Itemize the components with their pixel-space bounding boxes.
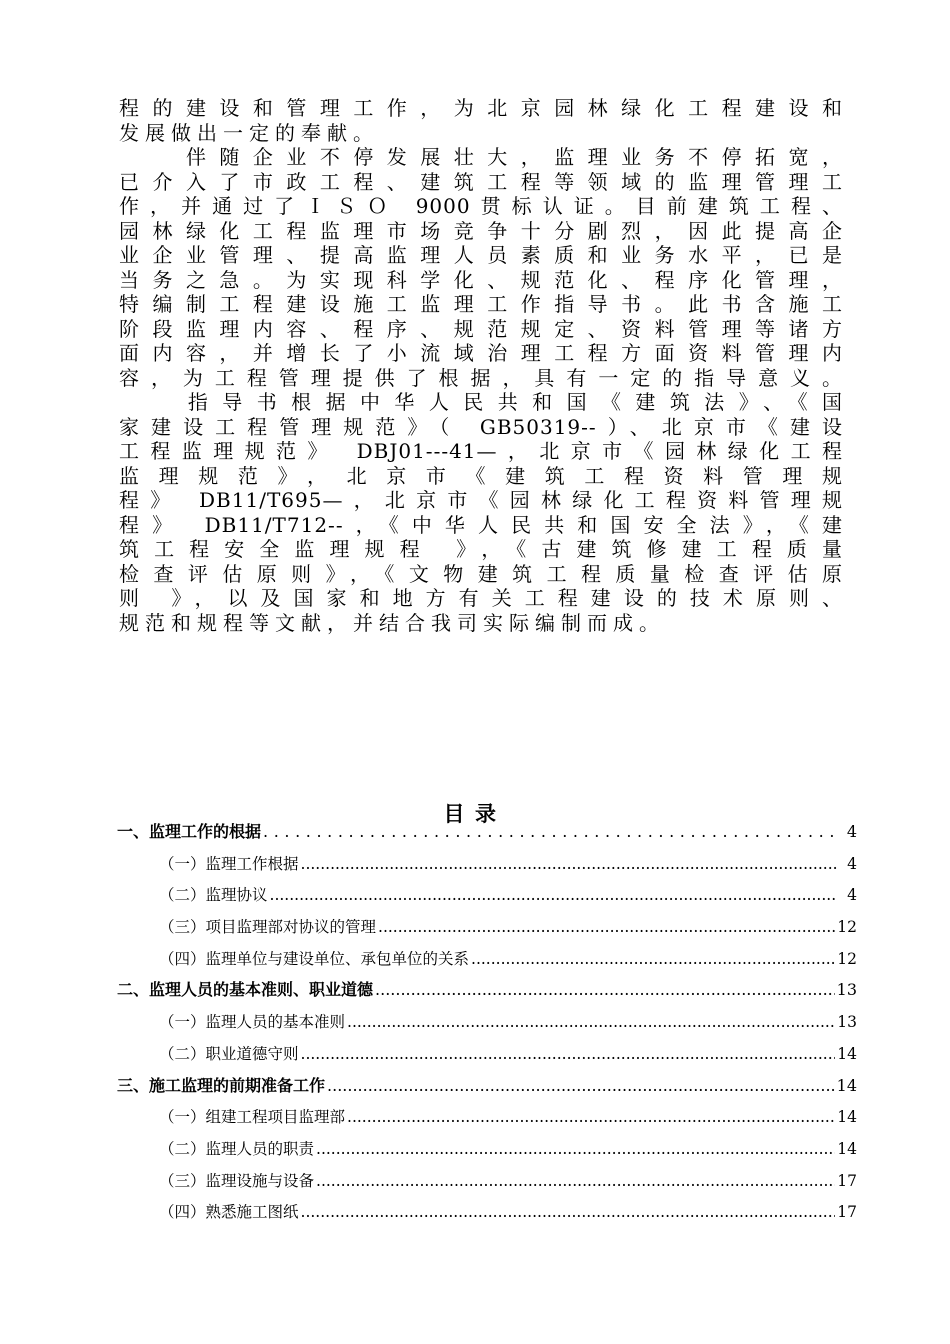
toc-entry-page: 4 xyxy=(847,886,857,905)
toc-entry-page: 4 xyxy=(846,822,857,841)
toc-entry-label: （四）监理单位与建设单位、承包单位的关系 xyxy=(159,949,470,968)
toc-entry-label: （三）项目监理部对协议的管理 xyxy=(159,918,377,937)
toc-entry[interactable] xyxy=(117,1167,857,1199)
preface-body xyxy=(119,96,843,635)
toc-entry-page: 14 xyxy=(837,1044,857,1063)
toc-entry-page: 17 xyxy=(837,1171,857,1190)
body-line: 已介入了市政工程、建筑工程等领域的监理管理工 xyxy=(119,169,843,194)
toc-entry-page: 14 xyxy=(837,1108,857,1127)
toc-entry-label: （一）组建工程项目监理部 xyxy=(159,1108,346,1127)
toc-entry-page: 12 xyxy=(837,918,857,937)
toc-entry-page: 13 xyxy=(836,980,857,1000)
toc-entry-label: （一）监理工作根据 xyxy=(159,854,299,873)
body-line: 监理规范》，北京市《建筑工程资料管理规 xyxy=(119,463,843,488)
body-line: 容，为工程管理提供了根据，具有一定的指导意义。 xyxy=(119,365,843,390)
toc-leader-dots xyxy=(327,1074,835,1098)
toc-entry[interactable] xyxy=(117,945,857,977)
toc-entry[interactable] xyxy=(117,818,857,850)
toc-leader-dots xyxy=(378,915,835,939)
body-line: 面内容，并增长了小流域治理工程方面资料管理内 xyxy=(119,341,843,365)
body-line: 当务之急。为实现科学化、规范化、程序化管理， xyxy=(119,267,843,292)
body-line: 程》 DB11/T712--，《中华人民共和国安全法》，《建 xyxy=(119,512,843,537)
toc-entry[interactable] xyxy=(117,1135,857,1167)
toc-entry[interactable] xyxy=(117,1040,857,1072)
toc-entry[interactable] xyxy=(117,1198,857,1230)
toc-entry-label: （三）监理设施与设备 xyxy=(159,1171,315,1190)
toc-entry[interactable] xyxy=(117,976,857,1008)
toc-entry-label: 二、监理人员的基本准则、职业道德 xyxy=(117,980,374,1000)
body-line: 园林绿化工程监理市场竞争十分剧烈，因此提高企 xyxy=(119,218,843,243)
body-line: 阶段监理内容、程序、规范规定、资料管理等诸方 xyxy=(119,316,843,341)
toc-leader-dots xyxy=(347,1010,835,1034)
body-line: 伴随企业不停发展壮大，监理业务不停拓宽， xyxy=(119,145,843,169)
toc-title: 目录 xyxy=(443,801,507,826)
toc-entry[interactable] xyxy=(117,1008,857,1040)
body-line: 程》 DB11/T695—，北京市《园林绿化工程资料管理规 xyxy=(119,488,843,512)
toc-entry-label: 三、施工监理的前期准备工作 xyxy=(117,1075,326,1095)
toc-entry[interactable] xyxy=(117,1072,857,1104)
toc-entry-page: 14 xyxy=(836,1075,857,1095)
toc-leader-dots xyxy=(471,947,835,971)
body-line: 规范和规程等文献，并结合我司实际编制而成。 xyxy=(119,610,665,635)
toc-leader-dots xyxy=(301,1200,836,1224)
body-line: 发展做出一定的奉献。 xyxy=(119,120,379,145)
toc-leader-dots xyxy=(301,1042,836,1066)
body-line: 指导书根据中华人民共和国《建筑法》、《国 xyxy=(119,390,843,414)
toc-entry-label: （二）监理人员的职责 xyxy=(159,1139,315,1158)
toc-entry-page: 12 xyxy=(837,949,857,968)
toc-entry[interactable] xyxy=(117,913,857,945)
toc-leader-dots xyxy=(263,820,837,844)
body-line: 筑工程安全监理规程 》，《古建筑修建工程质量 xyxy=(119,537,843,561)
body-line: 特编制工程建设施工监理工作指导书。此书含施工 xyxy=(119,292,843,316)
toc-entry-page: 13 xyxy=(837,1013,857,1032)
toc-entry-label: （一）监理人员的基本准则 xyxy=(159,1013,346,1032)
toc-leader-dots xyxy=(316,1169,835,1193)
toc-leader-dots xyxy=(301,852,837,876)
body-line: 作，并通过了ＩＳＯ 9000贯标认证。目前建筑工程、 xyxy=(119,194,843,218)
toc-entry-page: 17 xyxy=(837,1203,857,1222)
toc-entry-label: （二）监理协议 xyxy=(159,886,268,905)
toc-entry-label: （二）职业道德守则 xyxy=(159,1044,299,1063)
toc-entry-page: 4 xyxy=(847,854,857,873)
body-line: 家建设工程管理规范》（ GB50319--）、北京市《建设 xyxy=(119,414,843,439)
body-line: 工程监理规范》 DBJ01---41—，北京市《园林绿化工程 xyxy=(119,439,843,463)
body-line: 则 》，以及国家和地方有关工程建设的技术原则、 xyxy=(119,586,843,610)
toc-leader-dots xyxy=(347,1105,835,1129)
toc-entry[interactable] xyxy=(117,1103,857,1135)
body-line: 程的建设和管理工作，为北京园林绿化工程建设和 xyxy=(119,96,843,120)
toc-leader-dots xyxy=(375,978,835,1002)
toc-leader-dots xyxy=(270,883,837,907)
body-line: 检查评估原则》，《文物建筑工程质量检查评估原 xyxy=(119,561,843,586)
toc-entry[interactable] xyxy=(117,881,857,913)
toc-entry[interactable] xyxy=(117,850,857,882)
toc-entry-page: 14 xyxy=(837,1139,857,1158)
toc-entry-label: 一、监理工作的根据 xyxy=(117,822,262,841)
body-line: 业企业管理、提高监理人员素质和业务水平，已是 xyxy=(119,243,843,267)
toc-entry-label: （四）熟悉施工图纸 xyxy=(159,1203,299,1222)
table-of-contents xyxy=(117,818,857,1230)
toc-leader-dots xyxy=(316,1137,835,1161)
